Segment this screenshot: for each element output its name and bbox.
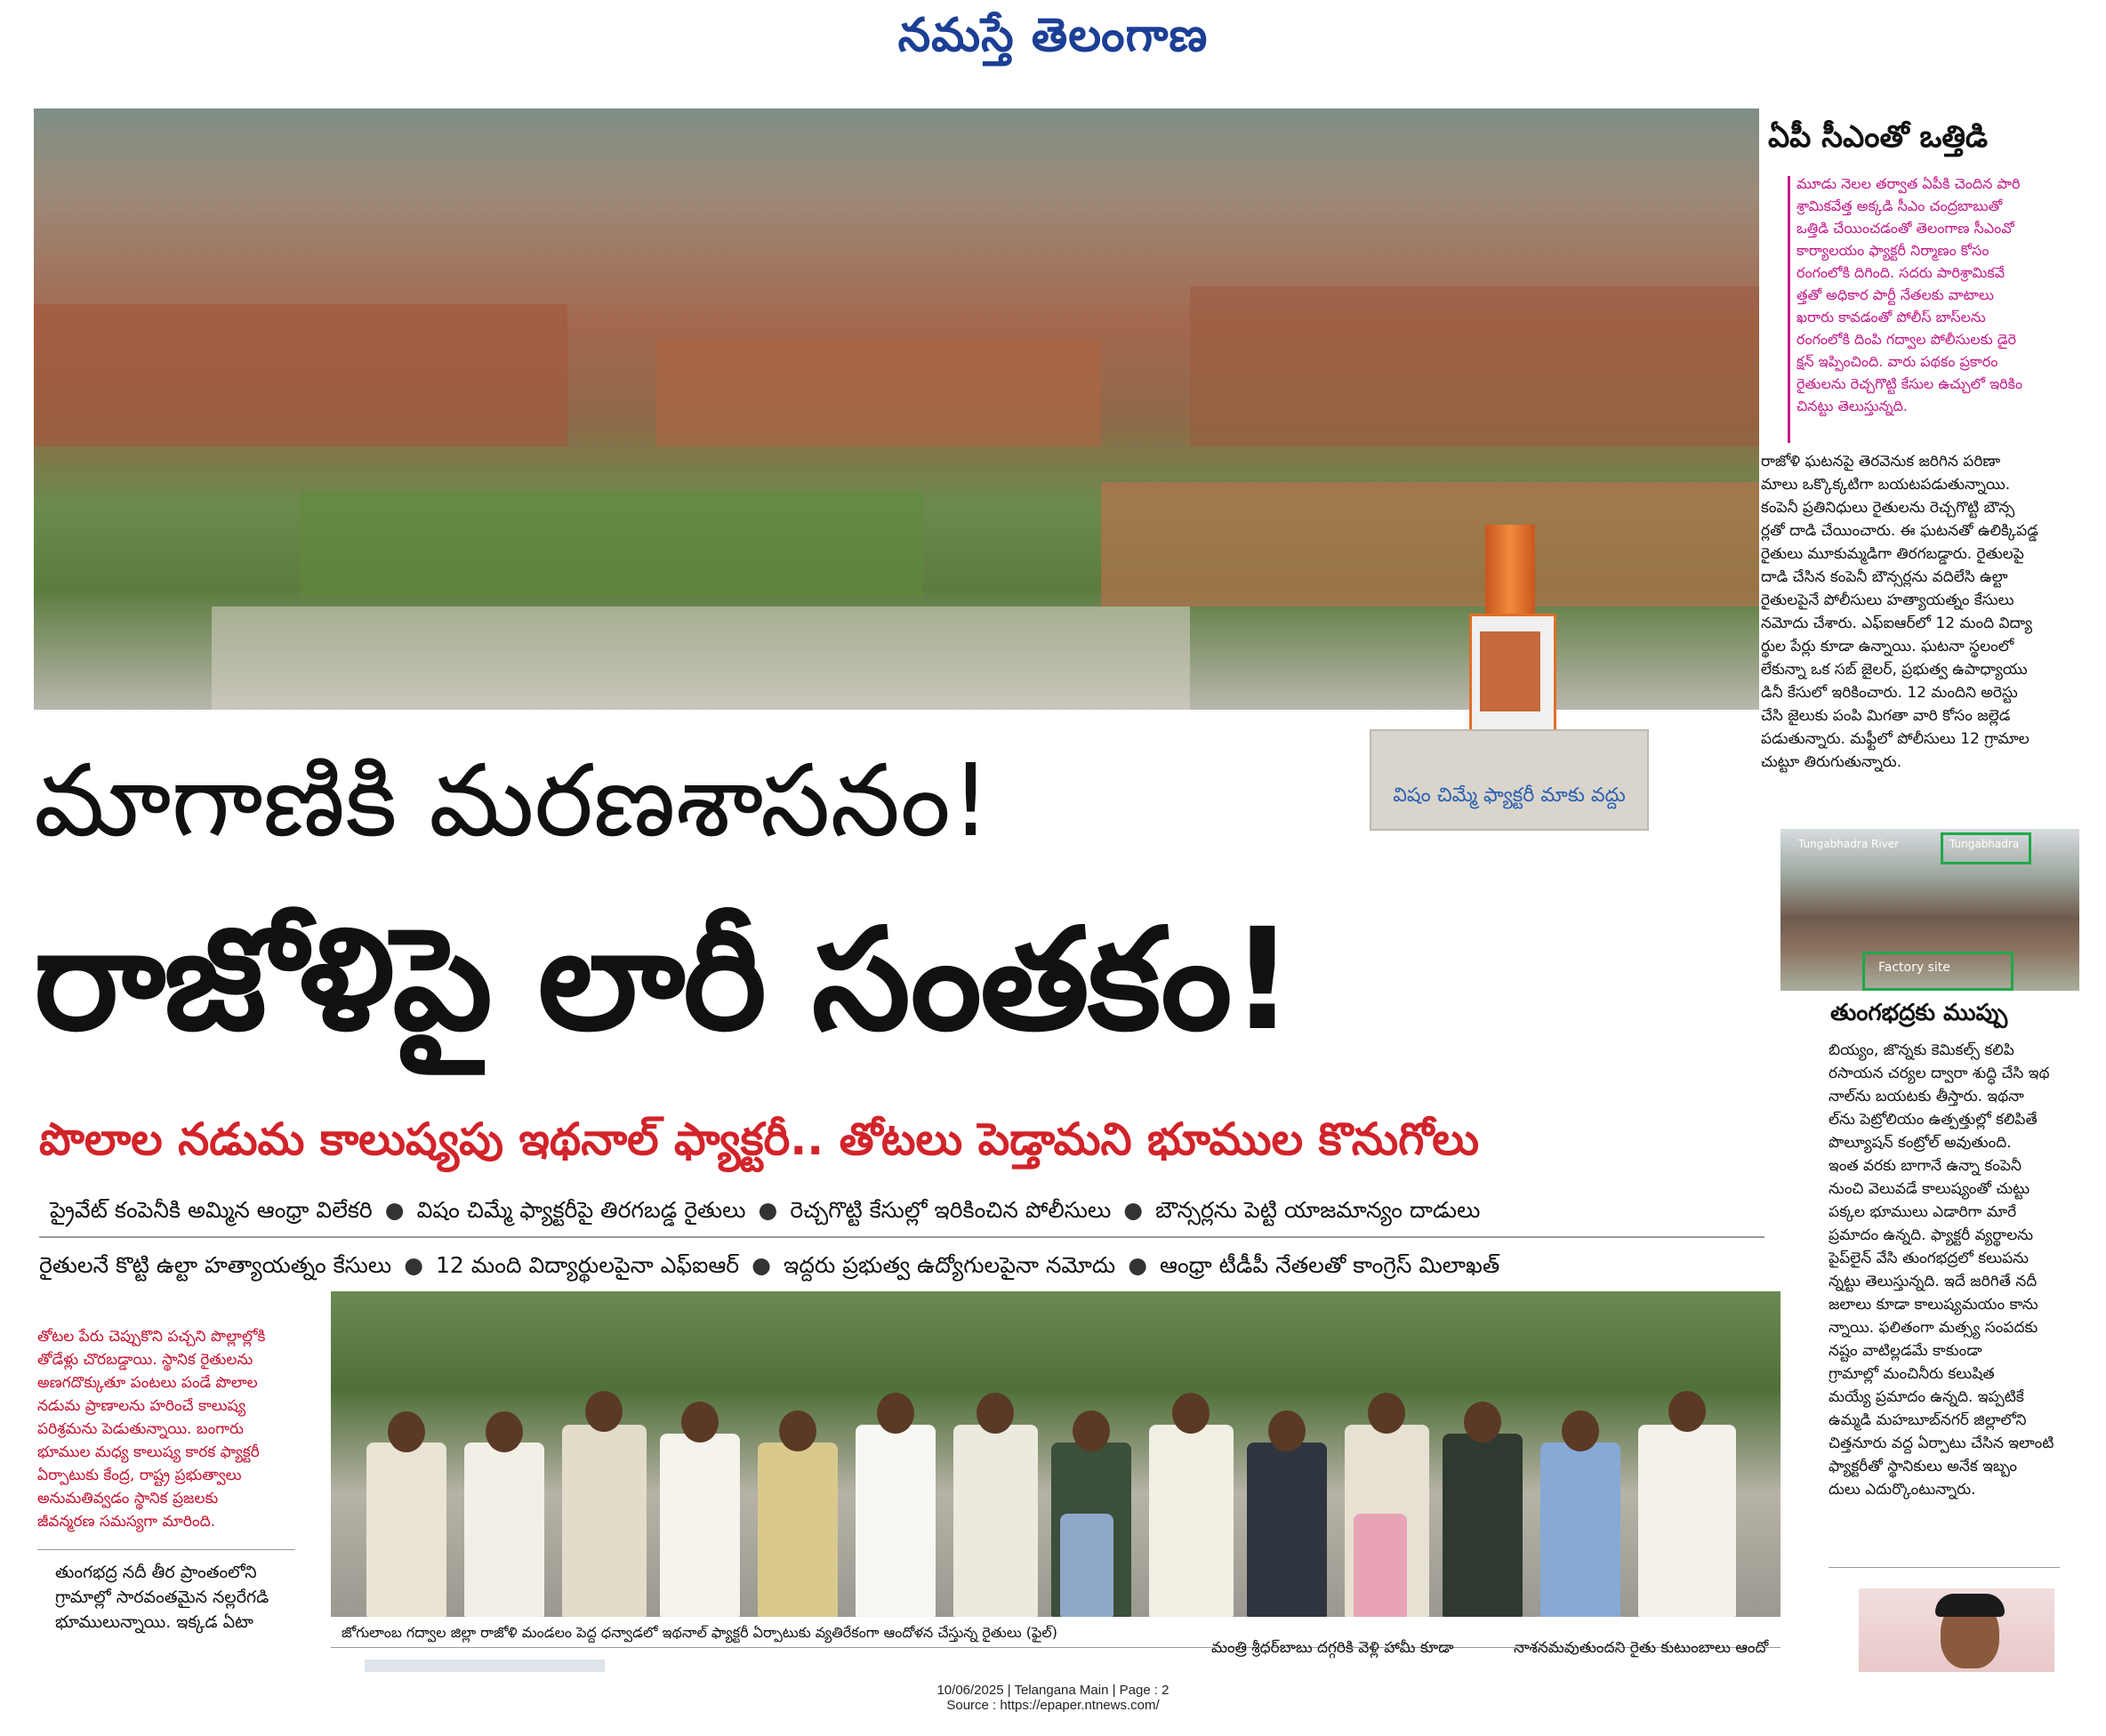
subhead: పొలాల నడుమ కాలుష్యపు ఇథనాల్ ఫ్యాక్టరీ.. తోటలు పెడ్తామని భూముల కొనుగోలు: [39, 1113, 1479, 1165]
monument-inscription: విషం చిమ్మే ఫ్యాక్టరీ మాకు వద్దు: [1393, 784, 1626, 807]
bullets-row1: ప్రైవేట్ కంపెనీకి అమ్మిన ఆంధ్రా విలేకరి ● విషం చిమ్మే ఫ్యాక్టరీపై తిరగబడ్డ రైతులు ● రెచ్చగొట్టి కేసుల్లో ఇరికించిన పోలీసులు ● బౌన్సర్లను పెట్టి యాజమాన్యం దాడులు: [50, 1197, 1481, 1223]
bullets-divider: [39, 1236, 1764, 1238]
bullet-item: రెచ్చగొట్టి కేసుల్లో ఇరికించిన పోలీసులు: [790, 1197, 1112, 1223]
right-body-text: రాజోళి ఘటనపై తెరవెనుక జరిగిన పరిణా మాలు ఒక్కొక్కటిగా బయటపడుతున్నాయి. కంపెనీ ప్రతినిధులు రైతులను రెచ్చగొట్టి బౌన్స ర్లతో దాడి చేయించారు. ఈ ఘటనతో ఉలిక్కిపడ్డ రైతులు మూకుమ్మడిగా తిరగబడ్డారు. రైతులపై దాడి చేసిన కంపెనీ బౌన్సర్లను వదిలేసి ఉల్టా రైతులపైనే పోలీసులు హత్యాయత్నం కేసులు నమోదు చేశారు. ఎఫ్ఐఆర్‌లో 12 మంది విద్యా ర్థుల పేర్లు కూడా ఉన్నాయి. ఘటనా స్థలంలో లేకున్నా ఒక సబ్ జైలర్, ప్రభుత్వ ఉపాధ్యాయు డినీ కేసులో ఇరికించారు. 12 మందిని అరెస్టు చేసి జైలుకు పంపి మిగతా వారి కోసం జల్లెడ పడుతున్నారు. మఫ్టీలో పోలీసులు 12 గ్రామాల చుట్టూ తిరుగుతున్నారు.: [1761, 453, 2038, 771]
bullet-item: విషం చిమ్మే ఫ్యాక్టరీపై తిరగబడ్డ రైతులు: [416, 1197, 746, 1223]
inset-map-image: [1780, 829, 2079, 991]
photo-caption: జోగులాంబ గద్వాల జిల్లా రాజోళి మండలం పెద్ద ధన్వాడలో ఇథనాల్ ఫ్యాక్టరీ ఏర్పాటుకు వ్యతిరేకంగా ఆందోళన చేస్తున్న రైతులు (ఫైల్): [342, 1624, 1057, 1641]
bullets-row2: రైతులనే కొట్టి ఉల్టా హత్యాయత్నం కేసులు ● 12 మంది విద్యార్థులపైనా ఎఫ్ఐఆర్ ● ఇద్దరు ప్రభుత్వ ఉద్యోగులపైనా నమోదు ● ఆంధ్రా టీడీపీ నేతలతో కాంగ్రెస్ మిలాఖత్: [39, 1252, 1500, 1278]
bullet-item: ప్రైవేట్ కంపెనీకి అమ్మిన ఆంధ్రా విలేకరి: [50, 1197, 373, 1223]
headline-line2: రాజోళిపై లారీ సంతకం!: [34, 898, 1293, 1062]
pink-rule: [1788, 176, 1790, 443]
inset-label-factory: Factory site: [1878, 960, 1950, 975]
right-heading2: తుంగభద్రకు ముప్పు: [1830, 1000, 2008, 1026]
inset-label-tb: Tungabhadra: [1949, 838, 2020, 850]
left-column-rule: [37, 1549, 295, 1550]
bottom-snippet-right: నాశనమవుతుందని రైతు కుటుంబాలు ఆందో: [1514, 1639, 1769, 1657]
right-heading: ఏపీ సీఎంతో ఒత్తిడి: [1768, 119, 1989, 155]
left-column-intro: తోటల పేరు చెప్పుకొని పచ్చని పొల్లాల్లోకి తోడేళ్లు చొరబడ్డాయి. స్థానిక రైతులను అణగదొక్కుతూ పంటలు పండే పొలాల నడుమ ప్రాణాలను హరించే కాలుష్య పరిశ్రమను పెడుతున్నాయి. బంగారు భూముల మధ్య కాలుష్య కారక ఫ్యాక్టరీ ఏర్పాటుకు కేంద్ర, రాష్ట్ర ప్రభుత్వాలు అనుమతివ్వడం స్థానిక ప్రజలకు జీవన్మరణ సమస్యగా మారింది.: [37, 1328, 266, 1531]
bullet-item: ఆంధ్రా టీడీపీ నేతలతో కాంగ్రెస్ మిలాఖత్: [1160, 1252, 1500, 1278]
monument: [1370, 462, 1654, 836]
portrait-photo: [1859, 1588, 2054, 1672]
protest-photo: [331, 1291, 1780, 1617]
right-pink-text: మూడు నెలల తర్వాత ఏపీకి చెందిన పారి శ్రామికవేత్త అక్కడి సీఎం చంద్రబాబుతో ఒత్తిడి చేయించడంతో తెలంగాణ సీఎంవో కార్యాలయం ఫ్యాక్టరీ నిర్మాణం కోసం రంగంలోకి దిగింది. సదరు పారిశ్రామికవే త్తతో అధికార పార్టీ నేతలకు వాటాలు ఖరారు కావడంతో పోలీస్ బాస్‌లను రంగంలోకి దింపి గద్వాల పోలీసులకు డైరె క్షన్ ఇప్పించింది. వారు పథకం ప్రకారం రైతులను రెచ్చగొట్టి కేసుల ఉచ్చులో ఇరికిం చినట్టు తెలుస్తున్నది.: [1797, 175, 2023, 414]
headline-line1: మాగాణికి మరణశాసనం!: [34, 743, 991, 859]
left-column-body: తుంగభద్ర నదీ తీర ప్రాంతంలోని గ్రామాల్లో సారవంతమైన నల్లరేగడి భూములున్నాయి. ఇక్కడ ఏటా: [55, 1563, 269, 1632]
bottom-image-strip: [365, 1660, 605, 1672]
masthead: [0, 0, 2106, 71]
masthead-title: నమస్తే తెలంగాణ: [897, 8, 1209, 62]
bottom-snippet-mid: మంత్రి శ్రీధర్‌బాబు దగ్గరికి వెళ్లి హామీ కూడా: [1211, 1639, 1454, 1657]
bullet-item: ఇద్దరు ప్రభుత్వ ఉద్యోగులపైనా నమోదు: [783, 1252, 1116, 1278]
right-column-rule: [1829, 1567, 2060, 1568]
inset-label-river: Tungabhadra River: [1798, 838, 1900, 850]
right-body2-text: బియ్యం, జొన్నకు కెమికల్స్ కలిపి రసాయన చర్యల ద్వారా శుద్ధి చేసి ఇథ నాల్‌ను బయటకు తీస్తారు. ఇథనా ల్‌ను పెట్రోలియం ఉత్పత్తుల్లో కలిపితే పొల్యూషన్ కంట్రోల్ అవుతుంది. ఇంత వరకు బాగానే ఉన్నా కంపెనీ నుంచి వెలువడే కాలుష్యంతో చుట్టు పక్కల భూములు ఎడారిగా మారే ప్రమాదం ఉన్నది. ఫ్యాక్టరీ వ్యర్థాలను పైప్‌లైన్ వేసి తుంగభద్రలో కలుపను న్నట్టు తెలుస్తున్నది. ఇదే జరిగితే నదీ జలాలు కూడా కాలుష్యమయం కాను న్నాయి. ఫలితంగా మత్స్య సంపదకు నష్టం వాటిల్లడమే కాకుండా గ్రామాల్లో మంచినీరు కలుషిత మయ్యే ప్రమాదం ఉన్నది. ఇప్పటికే ఉమ్మడి మహబూబ్‌నగర్ జిల్లాలోని చిత్తనూరు వద్ద ఏర్పాటు చేసిన ఇలాంటి ఫ్యాక్టరీతో స్థానికులు అనేక ఇబ్బం దులు ఎదుర్కొంటున్నారు.: [1829, 1041, 2054, 1499]
footer-source: Source : https://epaper.ntnews.com/: [946, 1698, 1160, 1713]
footer-line1: 10/06/2025 | Telangana Main | Page : 2: [936, 1683, 1170, 1698]
footer: [0, 1683, 2106, 1713]
bullet-item: 12 మంది విద్యార్థులపైనా ఎఫ్ఐఆర్: [436, 1252, 740, 1278]
bullet-item: బౌన్సర్లను పెట్టి యాజమాన్యం దాడులు: [1155, 1197, 1481, 1223]
bullet-item: రైతులనే కొట్టి ఉల్టా హత్యాయత్నం కేసులు: [39, 1252, 392, 1278]
